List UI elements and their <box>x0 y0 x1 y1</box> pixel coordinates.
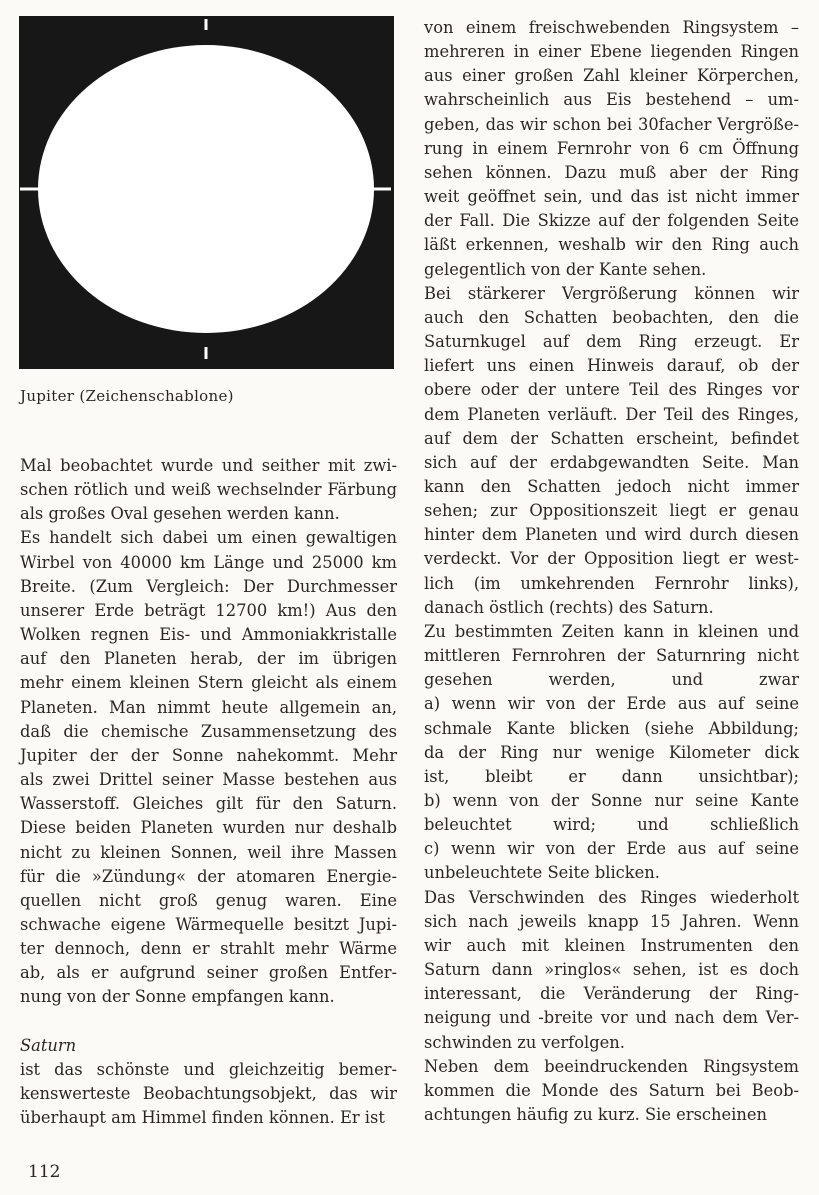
text-line: Bei stärkerer Vergrößerung können wir <box>424 283 799 303</box>
text-line: schen rötlich und weiß wechselnder Färbung <box>20 480 397 500</box>
text-line: liefert uns einen Hinweis darauf, ob der <box>424 356 799 376</box>
text-line: als zwei Drittel seiner Masse bestehen aus <box>20 770 397 790</box>
text-line: kenswerteste Beobachtungsobjekt, das wir <box>20 1083 397 1103</box>
text-line: achtungen häufig zu kurz. Sie erscheinen <box>424 1105 767 1125</box>
text-line: gelegentlich von der Kante sehen. <box>424 259 707 279</box>
text-line: sehen können. Dazu muß aber der Ring <box>424 162 799 182</box>
right-paragraph-5 <box>424 1055 799 1127</box>
page-number: 112 <box>28 1162 61 1182</box>
text-line: daß die chemische Zusammensetzung des <box>20 721 397 741</box>
text-line: kann den Schatten jedoch nicht immer <box>424 476 799 496</box>
jupiter-template-figure <box>19 16 394 369</box>
left-paragraph-2 <box>20 526 397 1009</box>
jupiter-disk <box>38 45 374 333</box>
text-line: für die »Zündung« der atomaren Energie- <box>20 866 397 886</box>
text-line: beleuchtet wird; und schließlich <box>424 815 799 835</box>
text-line: der Fall. Die Skizze auf der folgenden Seite <box>424 211 799 231</box>
text-line: Es handelt sich dabei um einen gewaltigen <box>20 528 397 548</box>
text-line: unserer Erde beträgt 12700 km!) Aus den <box>20 600 397 620</box>
text-line: Planeten. Man nimmt heute allgemein an, <box>20 697 397 717</box>
text-line: Wolken regnen Eis- und Ammoniakkristalle <box>20 625 397 645</box>
text-line: interessant, die Veränderung der Ring- <box>424 984 799 1004</box>
text-line: b) wenn von der Sonne nur seine Kante <box>424 791 799 810</box>
section-heading-saturn: Saturn <box>20 1035 77 1055</box>
text-line: unbeleuchtete Seite blicken. <box>424 863 660 883</box>
right-paragraph-2 <box>424 282 799 620</box>
text-line: Zu bestimmten Zeiten kann in kleinen und <box>424 621 799 641</box>
text-line: a) wenn wir von der Erde aus auf seine <box>424 694 799 714</box>
text-line: ab, als er aufgrund seiner großen Entfer- <box>20 963 397 983</box>
text-line: schwinden zu verfolgen. <box>424 1032 625 1052</box>
left-paragraph-1 <box>20 454 397 526</box>
text-line: hinter dem Planeten und wird durch diesen <box>424 525 799 545</box>
text-line: c) wenn wir von der Erde aus auf seine <box>424 839 799 859</box>
text-line: läßt erkennen, weshalb wir den Ring auch <box>424 235 799 255</box>
text-line: Das Verschwinden des Ringes wiederholt <box>424 887 799 907</box>
text-line: aus einer großen Zahl kleiner Körperchen, <box>424 66 799 86</box>
right-paragraph-4 <box>424 886 799 1055</box>
text-line: auf den Planeten herab, der im übrigen <box>20 649 397 669</box>
text-line: auch den Schatten beobachten, den die <box>424 307 799 327</box>
text-line: mehr einem kleinen Stern gleicht als einem <box>20 673 397 693</box>
text-line: überhaupt am Himmel finden können. Er ist <box>20 1108 385 1128</box>
left-paragraph-3 <box>20 1058 397 1130</box>
text-line: wahrscheinlich aus Eis bestehend – um- <box>424 90 799 110</box>
text-line: sich nach jeweils knapp 15 Jahren. Wenn <box>424 911 799 931</box>
section-gap <box>20 1010 397 1034</box>
text-line: schwache eigene Wärmequelle besitzt Jupi- <box>20 914 397 934</box>
figure-caption: Jupiter (Zeichenschablone) <box>20 387 234 405</box>
text-line: mittleren Fernrohren der Saturnring nicht <box>424 646 799 666</box>
text-line: ter dennoch, denn er strahlt mehr Wärme <box>20 939 397 959</box>
text-line: Neben dem beeindruckenden Ringsystem <box>424 1056 799 1076</box>
text-line: ist, bleibt er dann unsichtbar); <box>424 766 799 786</box>
text-line: auf dem der Schatten erscheint, befindet <box>424 428 799 448</box>
text-line: quellen nicht groß genug waren. Eine <box>20 890 397 910</box>
text-line: sich auf der erdabgewandten Seite. Man <box>424 452 799 472</box>
text-line: Wirbel von 40000 km Länge und 25000 km <box>20 552 397 572</box>
text-line: Saturnkugel auf dem Ring erzeugt. Er <box>424 332 799 352</box>
text-line: geben, das wir schon bei 30facher Vergröße- <box>424 114 799 134</box>
text-line: weit geöffnet sein, und das ist nicht immer <box>424 187 799 207</box>
text-line: neigung und -breite vor und nach dem Ver- <box>424 1008 799 1028</box>
text-line: Mal beobachtet wurde und seither mit zwi- <box>20 456 397 475</box>
text-line: danach östlich (rechts) des Saturn. <box>424 597 714 617</box>
text-line: gesehen werden, und zwar <box>424 670 799 690</box>
text-line: ist das schönste und gleichzeitig bemer- <box>20 1059 397 1079</box>
text-line: sehen; zur Oppositionszeit liegt er genau <box>424 501 799 521</box>
text-line: als großes Oval gesehen werden kann. <box>20 504 340 524</box>
text-line: Breite. (Zum Vergleich: Der Durchmesser <box>20 576 397 596</box>
left-column <box>20 454 397 1130</box>
jupiter-disk-icon <box>19 16 394 369</box>
right-paragraph-3 <box>424 620 799 886</box>
text-line: nung von der Sonne empfangen kann. <box>20 987 335 1007</box>
right-column <box>424 16 799 1127</box>
text-line: Saturn dann »ringlos« sehen, ist es doch <box>424 960 799 980</box>
text-line: von einem freischwebenden Ringsystem – <box>424 18 799 37</box>
text-line: mehreren in einer Ebene liegenden Ringen <box>424 42 799 62</box>
text-line: Jupiter der der Sonne nahekommt. Mehr <box>20 745 397 765</box>
text-line: Wasserstoff. Gleiches gilt für den Saturn. <box>20 794 397 814</box>
text-line: schmale Kante blicken (siehe Abbildung; <box>424 718 799 738</box>
text-line: lich (im umkehrenden Fernrohr links), <box>424 573 799 593</box>
text-line: Diese beiden Planeten wurden nur deshalb <box>20 818 397 838</box>
text-line: nicht zu kleinen Sonnen, weil ihre Massen <box>20 842 397 862</box>
text-line: obere oder der untere Teil des Ringes vor <box>424 380 799 400</box>
text-line: wir auch mit kleinen Instrumenten den <box>424 935 799 955</box>
text-line: rung in einem Fernrohr von 6 cm Öffnung <box>424 138 799 158</box>
text-line: verdeckt. Vor der Opposition liegt er west- <box>424 549 799 569</box>
right-paragraph-1 <box>424 16 799 282</box>
text-line: da der Ring nur wenige Kilometer dick <box>424 742 799 762</box>
text-line: kommen die Monde des Saturn bei Beob- <box>424 1080 799 1100</box>
text-line: dem Planeten verläuft. Der Teil des Ringes, <box>424 404 799 424</box>
